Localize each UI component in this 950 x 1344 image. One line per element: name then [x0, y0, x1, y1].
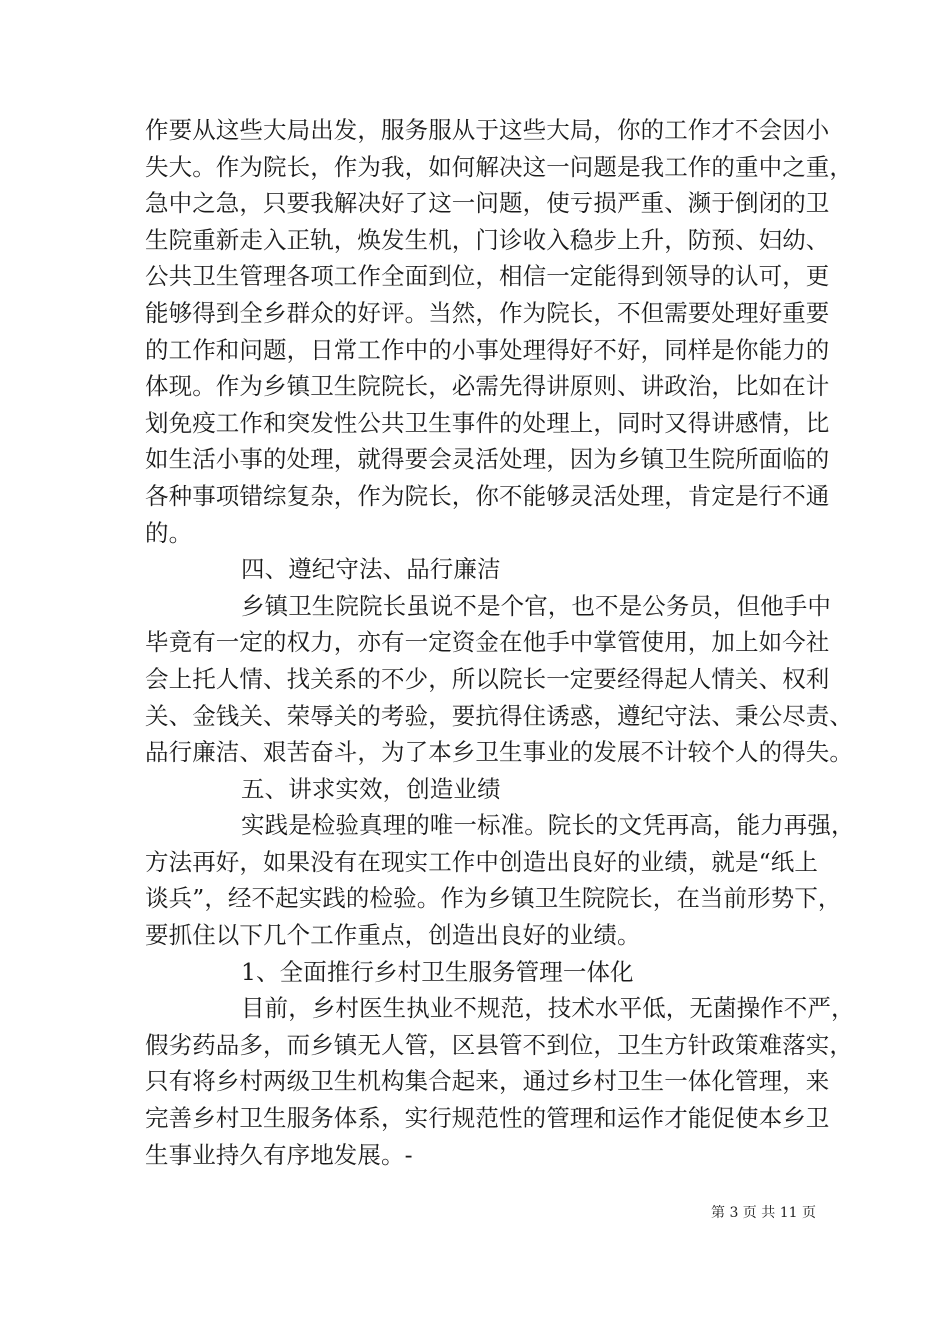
text-line: 关、金钱关、荣辱关的考验，要抗得住诱惑，遵纪守法、秉公尽责、	[145, 701, 853, 730]
text-line: 作要从这些大局出发，服务服从于这些大局，你的工作才不会因小	[145, 116, 830, 144]
text-line: 1、全面推行乡村卫生服务管理一体化	[241, 957, 634, 986]
text-line: 四、遵纪守法、品行廉洁	[241, 555, 501, 584]
text-line: 公共卫生管理各项工作全面到位，相信一定能得到领导的认可，更	[145, 262, 830, 291]
text-line: 生事业持久有序地发展。-	[145, 1140, 413, 1169]
text-line: 假劣药品多，而乡镇无人管，区县管不到位，卫生方针政策难落实，	[145, 1030, 853, 1059]
text-line: 会上托人情、找关系的不少，所以院长一定要经得起人情关、权利	[145, 664, 830, 693]
text-line: 急中之急，只要我解决好了这一问题，使亏损严重、濒于倒闭的卫	[145, 189, 830, 218]
text-line: 实践是检验真理的唯一标准。院长的文凭再高，能力再强，	[241, 811, 855, 840]
text-line: 只有将乡村两级卫生机构集合起来，通过乡村卫生一体化管理，来	[145, 1067, 830, 1096]
text-line: 划免疫工作和突发性公共卫生事件的处理上，同时又得讲感情，比	[145, 408, 830, 437]
text-line: 失大。作为院长，作为我，如何解决这一问题是我工作的重中之重，	[145, 152, 853, 181]
text-line: 完善乡村卫生服务体系，实行规范性的管理和运作才能促使本乡卫	[145, 1104, 830, 1133]
text-line: 五、讲求实效，创造业绩	[241, 774, 501, 803]
text-line: 如生活小事的处理，就得要会灵活处理，因为乡镇卫生院所面临的	[145, 445, 830, 474]
text-line: 生院重新走入正轨，焕发生机，门诊收入稳步上升，防预、妇幼、	[145, 225, 830, 254]
page-number-footer: 第 3 页 共 11 页	[711, 1205, 816, 1221]
text-line: 能够得到全乡群众的好评。当然，作为院长，不但需要处理好重要	[145, 298, 830, 327]
text-line: 各种事项错综复杂，作为院长，你不能够灵活处理，肯定是行不通	[145, 481, 830, 510]
text-line: 谈兵”，经不起实践的检验。作为乡镇卫生院院长，在当前形势下，	[145, 884, 842, 913]
text-line: 体现。作为乡镇卫生院院长，必需先得讲原则、讲政治，比如在计	[145, 372, 830, 401]
text-line: 的。	[145, 518, 193, 547]
text-line: 要抓住以下几个工作重点，创造出良好的业绩。	[145, 921, 641, 950]
text-line: 方法再好，如果没有在现实工作中创造出良好的业绩，就是“纸上	[145, 847, 818, 876]
body-text	[145, 112, 855, 1173]
text-line: 的工作和问题，日常工作中的小事处理得好不好，同样是你能力的	[145, 335, 830, 364]
text-line: 乡镇卫生院院长虽说不是个官，也不是公务员，但他手中	[241, 591, 831, 620]
text-line: 品行廉洁、艰苦奋斗，为了本乡卫生事业的发展不计较个人的得失。	[145, 738, 853, 767]
text-line: 目前，乡村医生执业不规范，技术水平低，无菌操作不严，	[241, 994, 855, 1023]
text-line: 毕竟有一定的权力，亦有一定资金在他手中掌管使用，加上如今社	[145, 628, 830, 657]
